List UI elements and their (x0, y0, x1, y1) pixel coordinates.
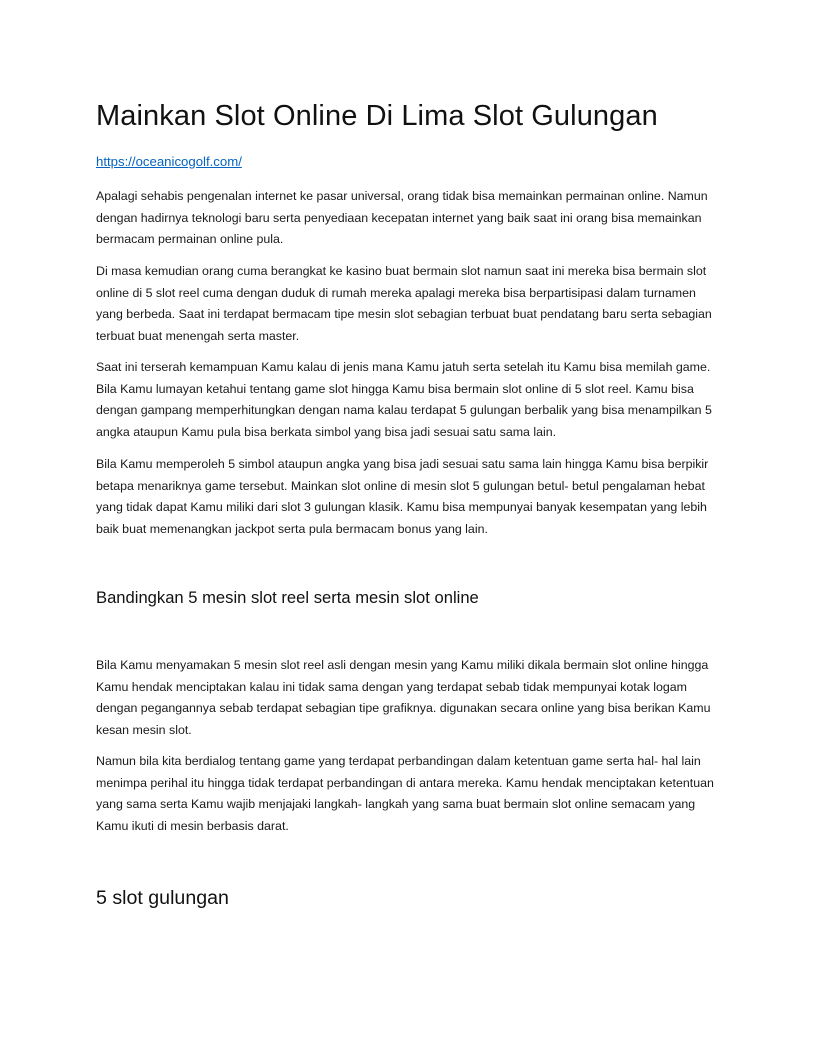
source-link[interactable]: https://oceanicogolf.com/ (96, 154, 242, 169)
intro-paragraph-3: Saat ini terserah kemampuan Kamu kalau di jenis mana Kamu jatuh serta setelah itu Kamu bisa memilah game. Bila Kamu lumayan ketahui tentang game slot hingga Kamu bisa bermain slot online di 5 slot reel. Kamu bisa dengan gampang memperhitungkan dengan nama kalau terdapat 5 gulungan berbalik yang bisa menampilkan 5 angka ataupun Kamu pula bisa berkata simbol yang bisa jadi sesuai satu sama lain. (96, 360, 712, 439)
section-heading-5-slot: 5 slot gulungan (96, 887, 229, 909)
document-title: Mainkan Slot Online Di Lima Slot Gulungan (96, 100, 658, 132)
intro-paragraph-4: Bila Kamu memperoleh 5 simbol ataupun angka yang bisa jadi sesuai satu sama lain hingga Kamu bisa berpikir betapa menariknya game tersebut. Mainkan slot online di mesin slot 5 gulungan betul- betul pengalaman hebat yang tidak dapat Kamu miliki dari slot 3 gulungan klasik. Kamu bisa mempunyai banyak kesempatan yang lebih baik buat memenangkan jackpot serta pula bermacam bonus yang lain. (96, 457, 709, 536)
intro-paragraph-2: Di masa kemudian orang cuma berangkat ke kasino buat bermain slot namun saat ini mereka bisa bermain slot online di 5 slot reel cuma dengan duduk di rumah mereka apalagi mereka bisa berpartisipasi dalam turnamen yang berbeda. Saat ini terdapat bermacam tipe mesin slot sebagian terbuat buat pendatang baru serta sebagian terbuat buat menengah serta master. (96, 264, 712, 343)
section1-paragraph-2: Namun bila kita berdialog tentang game yang terdapat perbandingan dalam ketentuan game serta hal- hal lain menimpa perihal itu hingga tidak terdapat perbandingan di antara mereka. Kamu hendak menciptakan ketentuan yang sama serta Kamu wajib menjajaki langkah- langkah yang sama buat bermain slot online semacam yang Kamu ikuti di mesin berbasis darat. (96, 754, 714, 833)
section-heading-compare: Bandingkan 5 mesin slot reel serta mesin slot online (96, 588, 479, 607)
section1-paragraph-1: Bila Kamu menyamakan 5 mesin slot reel asli dengan mesin yang Kamu miliki dikala bermain slot online hingga Kamu hendak menciptakan kalau ini tidak sama dengan yang terdapat sebab tidak mempunyai kotak logam dengan pegangannya sebab terdapat sebagian tipe grafiknya. digunakan secara online yang bisa berikan Kamu kesan mesin slot. (96, 658, 711, 737)
intro-paragraph-1: Apalagi sehabis pengenalan internet ke pasar universal, orang tidak bisa memainkan permainan online. Namun dengan hadirnya teknologi baru serta penyediaan kecepatan internet yang baik saat ini orang bisa memainkan bermacam permainan online pula. (96, 189, 708, 246)
